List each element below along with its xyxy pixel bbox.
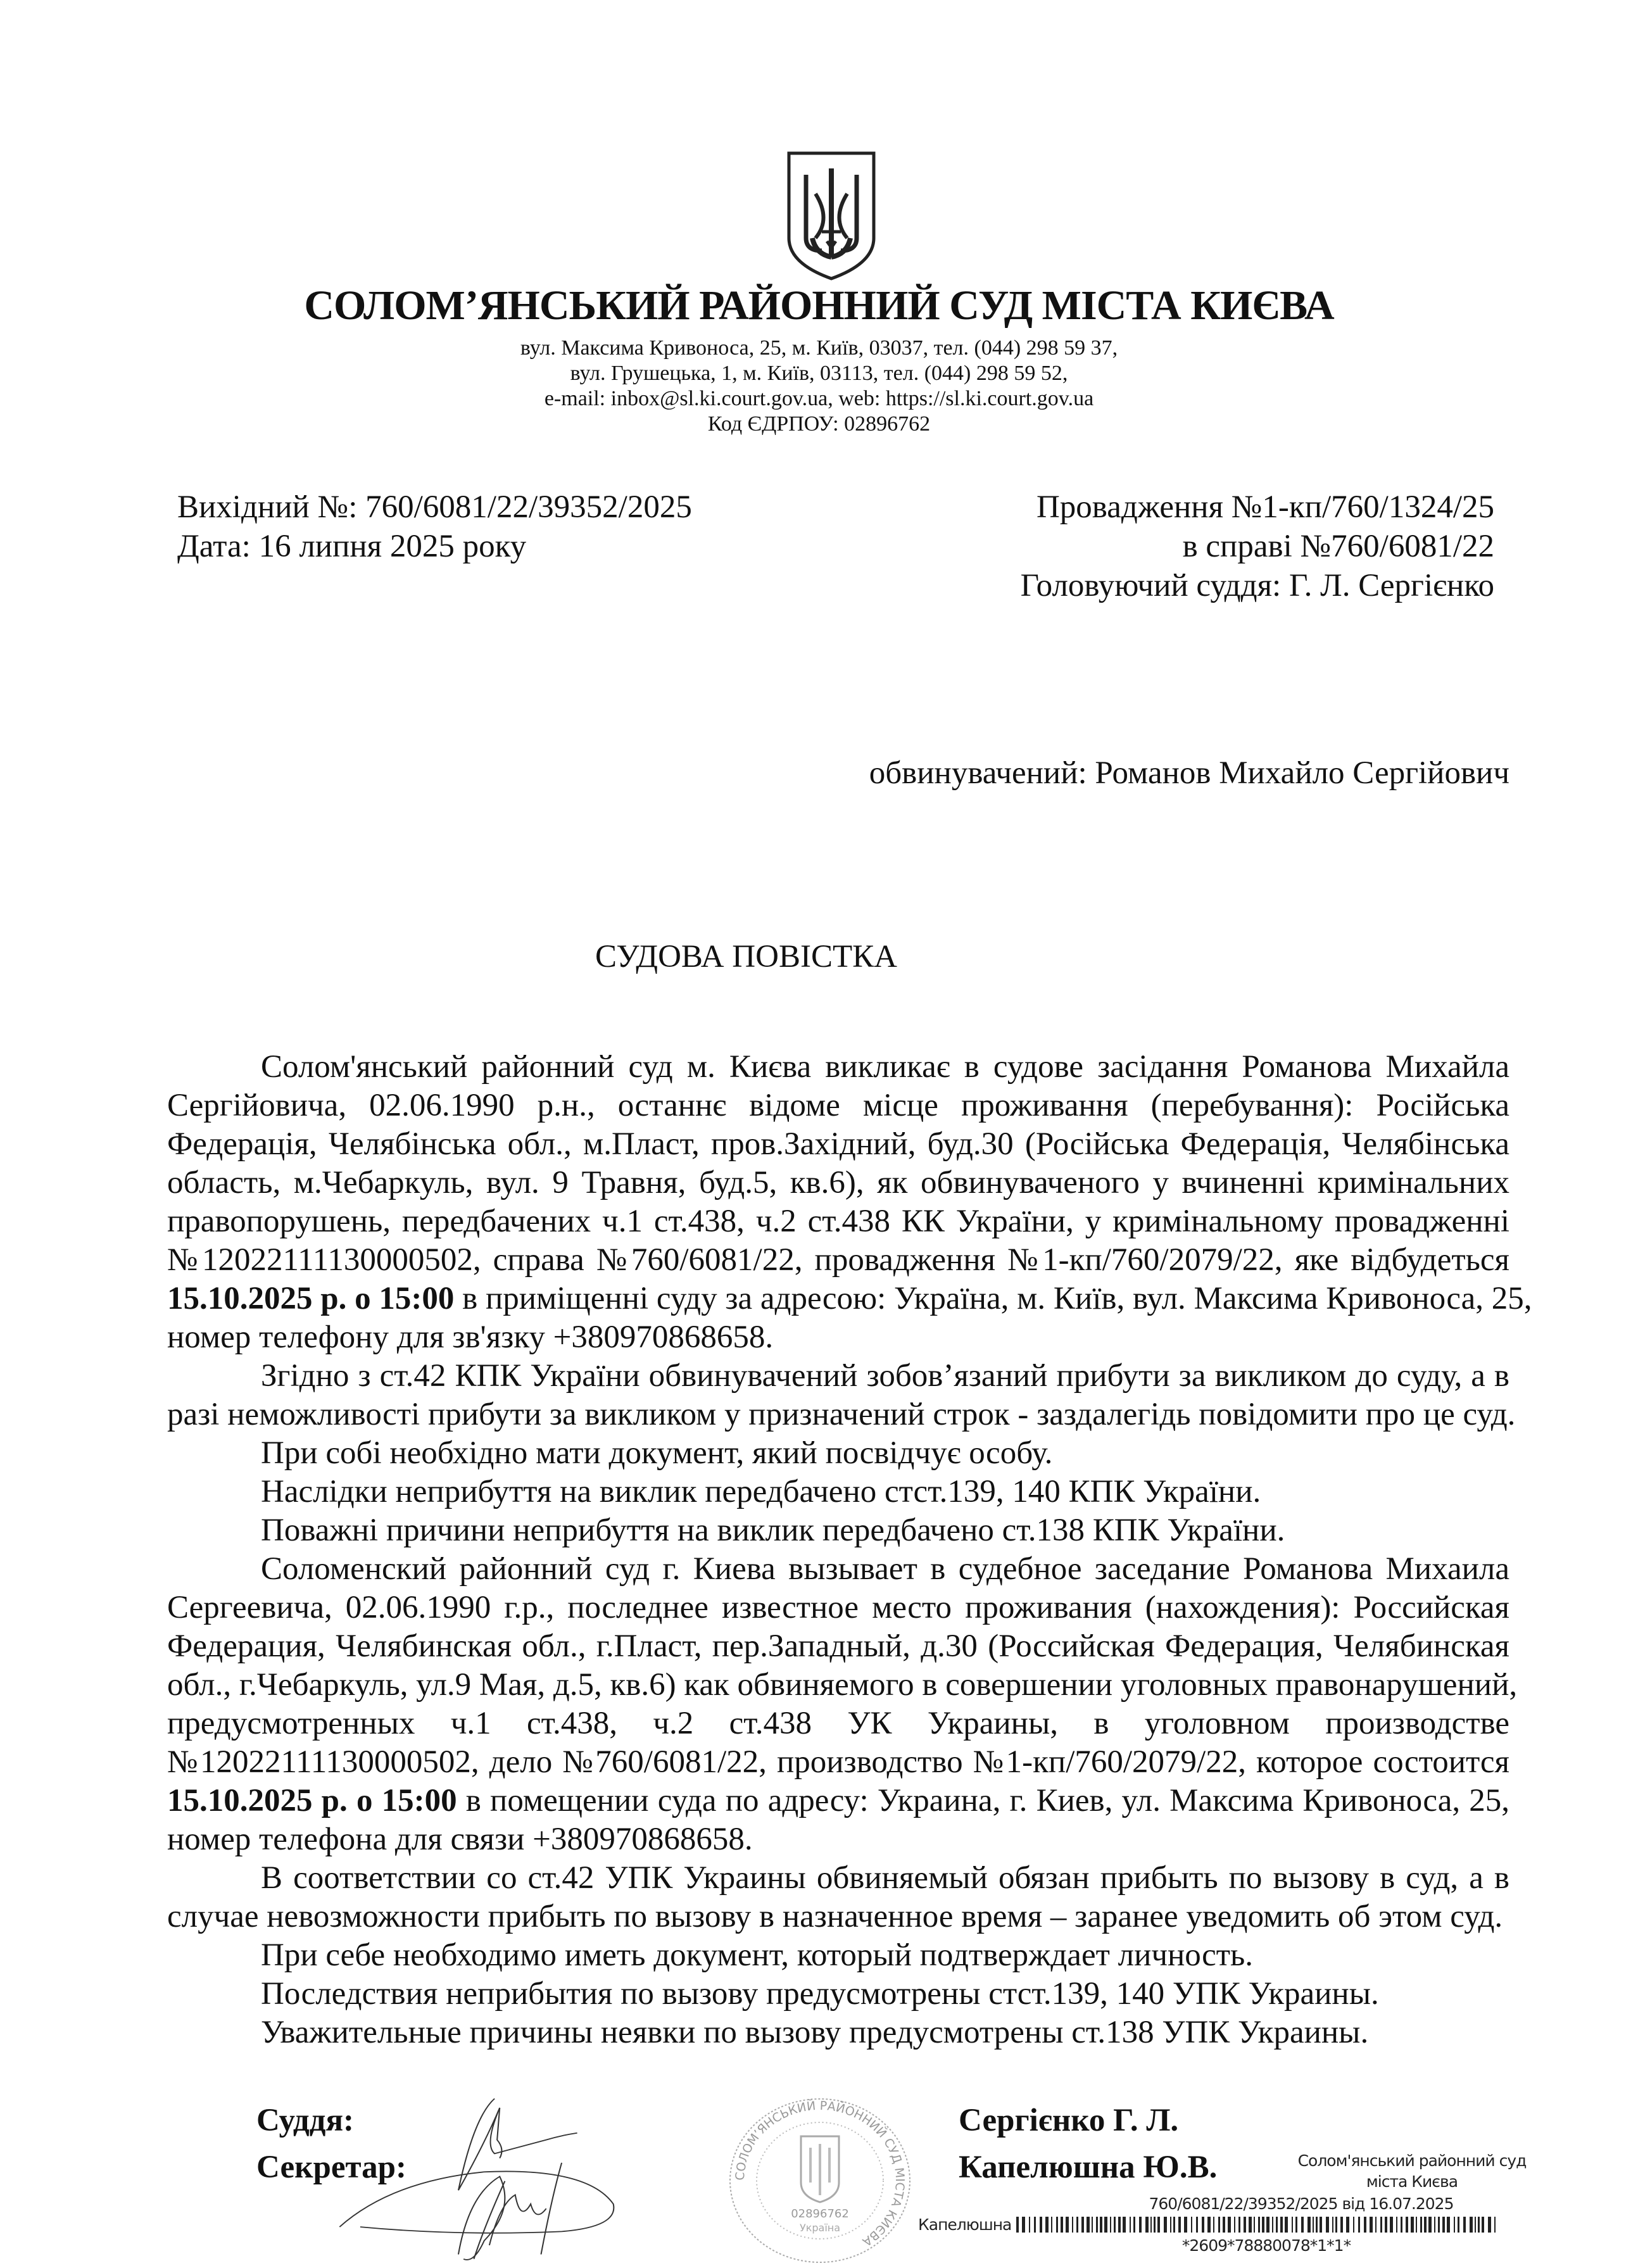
barcode-bar [1061, 2217, 1063, 2233]
barcode-bar [1170, 2217, 1171, 2233]
text-line: обл., г.Чебаркуль, ул.9 Мая, д.5, кв.6) как обвиняемого в совершении уголовных правонарушений, [167, 1667, 1518, 1703]
barcode-bar [1045, 2217, 1049, 2233]
barcode-bar [1154, 2217, 1156, 2233]
barcode-bar [1380, 2217, 1382, 2233]
barcode-bar [1335, 2217, 1337, 2233]
barcode-bar [1494, 2217, 1496, 2233]
text-line: область, м.Чебаркуль, вул. 9 Травня, буд.5, кв.6), як обвинуваченого у вчиненні кримінальних [167, 1165, 1509, 1200]
outgoing-date: Дата: 16 липня 2025 року [177, 529, 527, 564]
barcode-bar [1385, 2217, 1387, 2233]
barcode-bar [1390, 2217, 1393, 2233]
barcode-bar [1110, 2217, 1111, 2233]
text-line: Солом'янський районний суд м. Києва викликає в судове засідання Романова Михайла [261, 1049, 1509, 1085]
text-line: №12022111130000502, справа №760/6081/22, провадження №1-кп/760/2079/22, яке відбудеться [167, 1242, 1509, 1278]
accused-name: обвинувачений: Романов Михайло Сергійович [869, 755, 1509, 791]
barcode-bar [1191, 2217, 1192, 2233]
text-line: разі неможливості прибути за викликом у призначений строк - заздалегідь повідомити про це суд. [167, 1397, 1516, 1432]
address-line: вул. Грушецька, 1, м. Київ, 03113, тел. (044) 298 59 52, [570, 362, 1068, 385]
barcode-bar [1066, 2217, 1069, 2233]
barcode-bar [1244, 2217, 1246, 2233]
case-info [1021, 488, 1494, 605]
barcode-bar [1164, 2217, 1167, 2233]
text-line: номер телефона для связи +380970868658. [167, 1822, 753, 1857]
barcode-bar [1150, 2217, 1152, 2233]
barcode-bar [1313, 2217, 1314, 2233]
barcode-bar [1040, 2217, 1042, 2233]
barcode-bar [1292, 2217, 1293, 2233]
barcode-bar [1130, 2217, 1131, 2233]
barcode-bar [1114, 2217, 1116, 2233]
paragraph [167, 1859, 1509, 1936]
eds-document-reference: 760/6081/22/39352/2025 від 16.07.2025 [1149, 2195, 1454, 2213]
paragraph [167, 1511, 1509, 1550]
text-line: Сергеевича, 02.06.1990 г.р., последнее известное место проживания (нахождения): Российская [167, 1590, 1509, 1625]
barcode-bar [1475, 2217, 1476, 2233]
barcode-bar [1285, 2217, 1288, 2233]
barcode-bar [1396, 2217, 1397, 2233]
text-line: Згідно з ст.42 КПК України обвинувачений зобов’язаний прибути за викликом до суду, а в [261, 1358, 1509, 1394]
paragraph [167, 2013, 1509, 2052]
barcode-bar [1340, 2217, 1343, 2233]
text-line: правопорушень, передбачених ч.1 ст.438, ч.2 ст.438 КК України, у кримінальному провадженні [167, 1204, 1509, 1239]
summons-body [167, 1048, 1532, 2052]
barcode-bar [1434, 2217, 1435, 2233]
barcode-bar [1051, 2217, 1052, 2233]
court-name: СОЛОМ’ЯНСЬКИЙ РАЙОННИЙ СУД МІСТА КИЄВА [304, 282, 1334, 329]
address-line: вул. Максима Кривоноса, 25, м. Київ, 03037, тел. (044) 298 59 37, [520, 336, 1118, 360]
hearing-datetime: 15.10.2025 р. о 15:00 [167, 1783, 457, 1818]
text-line: Федерация, Челябинская обл., г.Пласт, пер.Западный, д.30 (Российская Федерация, Челябинская [167, 1629, 1509, 1664]
court-seal-stamp [728, 2097, 912, 2264]
barcode-bar [1133, 2217, 1135, 2233]
text-line: Уважительные причины неявки по вызову предусмотрены ст.138 УПК Украины. [261, 2015, 1369, 2050]
stamp-ring-text: СОЛОМ’ЯНСЬКИЙ РАЙОННИЙ СУД МІСТА КИЄВА [733, 2098, 907, 2249]
barcode-bar [1092, 2217, 1093, 2233]
barcode-bar [1370, 2217, 1373, 2233]
outgoing-info [177, 488, 692, 566]
barcode-bar [1316, 2217, 1318, 2233]
barcode-bar [1276, 2217, 1278, 2233]
presiding-judge: Головуючий суддя: Г. Л. Сергієнко [1020, 568, 1494, 603]
barcode-bar [1258, 2217, 1260, 2233]
barcode-bar [1218, 2217, 1220, 2233]
proceeding-number: Провадження №1-кп/760/1324/25 [1036, 489, 1494, 525]
barcode-bar [1081, 2217, 1084, 2233]
barcode-bar [1234, 2217, 1235, 2233]
text-line: Федерація, Челябінська обл., м.Пласт, пров.Західний, буд.30 (Російська Федерація, Челябінська [167, 1126, 1509, 1162]
barcode-bar [1401, 2217, 1402, 2233]
barcode-bar [1034, 2217, 1036, 2233]
text-line: случае невозможности прибыть по вызову в назначенное время – заранее уведомить об этом суд. [167, 1899, 1503, 1934]
barcode-bar [1202, 2217, 1204, 2233]
barcode-bar [1346, 2217, 1349, 2233]
barcode-bar [1364, 2217, 1366, 2233]
barcode-bar [1196, 2217, 1198, 2233]
barcode-bar [1184, 2217, 1187, 2233]
document-title: СУДОВА ПОВІСТКА [595, 939, 897, 974]
barcode-bar [1442, 2217, 1445, 2233]
barcode-bar [1123, 2217, 1126, 2233]
barcode-bar [1178, 2217, 1181, 2233]
barcode-bar [1254, 2217, 1255, 2233]
stamp-code: 02896762 [791, 2207, 849, 2221]
barcode-bar [1470, 2217, 1473, 2233]
barcode-bar [1157, 2217, 1160, 2233]
barcode-bar [1320, 2217, 1322, 2233]
judge-label: Суддя: [256, 2103, 355, 2138]
barcode-bar [1100, 2217, 1102, 2233]
barcode-bar [1411, 2217, 1414, 2233]
barcode-bar [1301, 2217, 1304, 2233]
paragraph [167, 1048, 1532, 1357]
barcode-bar [1249, 2217, 1252, 2233]
text-line: Поважні причини неприбуття на виклик передбачено ст.138 КПК України. [261, 1513, 1285, 1548]
barcode-value: *2609*78880078*1*1* [1181, 2236, 1351, 2255]
text-line: предусмотренных ч.1 ст.438, ч.2 ст.438 УК Украины, в уголовном производстве [167, 1706, 1509, 1741]
barcode-bar [1238, 2217, 1240, 2233]
eds-court-line: Солом'янський районний суд [1297, 2151, 1527, 2170]
barcode-bar [1375, 2217, 1377, 2233]
barcode-bar [1266, 2217, 1269, 2233]
barcode-bar [1428, 2217, 1432, 2233]
barcode-bar [1118, 2217, 1121, 2233]
judge-name: Сергієнко Г. Л. [959, 2103, 1179, 2138]
text-line: номер телефону для зв'язку +380970868658. [167, 1320, 774, 1355]
barcode-bar [1416, 2217, 1417, 2233]
barcode-bar [1478, 2217, 1480, 2233]
barcode-bar [1228, 2217, 1231, 2233]
barcode-bar [1022, 2217, 1025, 2233]
barcode-bar [1420, 2217, 1422, 2233]
edrpou-code: Код ЄДРПОУ: 02896762 [707, 412, 931, 436]
hearing-location: в помещении суда по адресу: Украина, г. Киев, ул. Максима Кривоноса, 25, [457, 1783, 1509, 1818]
barcode-bar [1207, 2217, 1211, 2233]
barcode-bar [1173, 2217, 1175, 2233]
barcode-bar [1272, 2217, 1273, 2233]
text-line [167, 1280, 1532, 1318]
paragraph [167, 1975, 1509, 2013]
text-line: Последствия неприбытия по вызову предусмотрены стст.139, 140 УПК Украины. [261, 1976, 1379, 2012]
text-line: При собі необхідно мати документ, який посвідчує особу. [261, 1435, 1053, 1471]
barcode-bar [1056, 2217, 1058, 2233]
barcode-bar [1424, 2217, 1427, 2233]
barcode-bar [1458, 2217, 1459, 2233]
text-line: Наслідки неприбуття на виклик передбачено стст.139, 140 КПК України. [261, 1474, 1261, 1509]
paragraph [167, 1550, 1518, 1859]
court-address [0, 336, 1638, 437]
barcode-bar [1029, 2217, 1030, 2233]
barcode [1016, 2217, 1503, 2233]
barcode-bar [1295, 2217, 1297, 2233]
barcode-bar [1087, 2217, 1090, 2233]
barcode-bar [1145, 2217, 1149, 2233]
contact-line: e-mail: inbox@sl.ki.court.gov.ua, web: https://sl.ki.court.gov.ua [544, 387, 1094, 410]
case-number: в справі №760/6081/22 [1182, 529, 1494, 564]
coat-of-arms-icon [784, 149, 879, 282]
barcode-bar [1332, 2217, 1333, 2233]
barcode-bar [1326, 2217, 1329, 2233]
text-line: Соломенский районний суд г. Киева вызывает в судебное заседание Романова Михаила [261, 1551, 1509, 1587]
eds-court-line: міста Києва [1366, 2172, 1458, 2191]
eds-signer: Капелюшна [918, 2215, 1012, 2234]
barcode-bar [1438, 2217, 1440, 2233]
hearing-location: в приміщенні суду за адресою: Україна, м. Київ, вул. Максима Кривоноса, 25, [454, 1281, 1532, 1316]
barcode-bar [1104, 2217, 1107, 2233]
barcode-bar [1016, 2217, 1019, 2233]
barcode-bar [1072, 2217, 1073, 2233]
secretary-label: Секретар: [256, 2150, 406, 2185]
text-line: При себе необходимо иметь документ, который подтверждает личность. [261, 1937, 1254, 1973]
barcode-bar [1307, 2217, 1311, 2233]
stamp-country: Україна [799, 2222, 841, 2234]
barcode-bar [1353, 2217, 1354, 2233]
barcode-bar [1213, 2217, 1214, 2233]
eds-court [1273, 2150, 1551, 2192]
barcode-bar [1488, 2217, 1491, 2233]
paragraph [167, 1473, 1509, 1511]
paragraph [167, 1357, 1516, 1434]
barcode-bar [1262, 2217, 1264, 2233]
text-line: В соответствии со ст.42 УПК Украины обвиняемый обязан прибыть по вызову в суд, а в [261, 1860, 1509, 1896]
secretary-name: Капелюшна Ю.В. [959, 2150, 1218, 2185]
barcode-bar [1358, 2217, 1360, 2233]
barcode-bar [1096, 2217, 1098, 2233]
barcode-bar [1076, 2217, 1078, 2233]
barcode-bar [1280, 2217, 1283, 2233]
paragraph [167, 1936, 1509, 1975]
barcode-bar [1454, 2217, 1455, 2233]
barcode-bar [1139, 2217, 1142, 2233]
barcode-bar [1447, 2217, 1450, 2233]
barcode-bar [1482, 2217, 1484, 2233]
text-line [167, 1782, 1509, 1820]
text-line: Сергійовича, 02.06.1990 р.н., останнє відоме місце проживання (перебування): Російська [167, 1088, 1509, 1123]
barcode-bar [1223, 2217, 1225, 2233]
paragraph [167, 1434, 1509, 1473]
text-line: №12022111130000502, дело №760/6081/22, производство №1-кп/760/2079/22, которое состоится [167, 1744, 1509, 1780]
barcode-bar [1406, 2217, 1408, 2233]
barcode-bar [1463, 2217, 1466, 2233]
hearing-datetime: 15.10.2025 р. о 15:00 [167, 1281, 455, 1316]
outgoing-number: Вихідний №: 760/6081/22/39352/2025 [177, 489, 692, 525]
